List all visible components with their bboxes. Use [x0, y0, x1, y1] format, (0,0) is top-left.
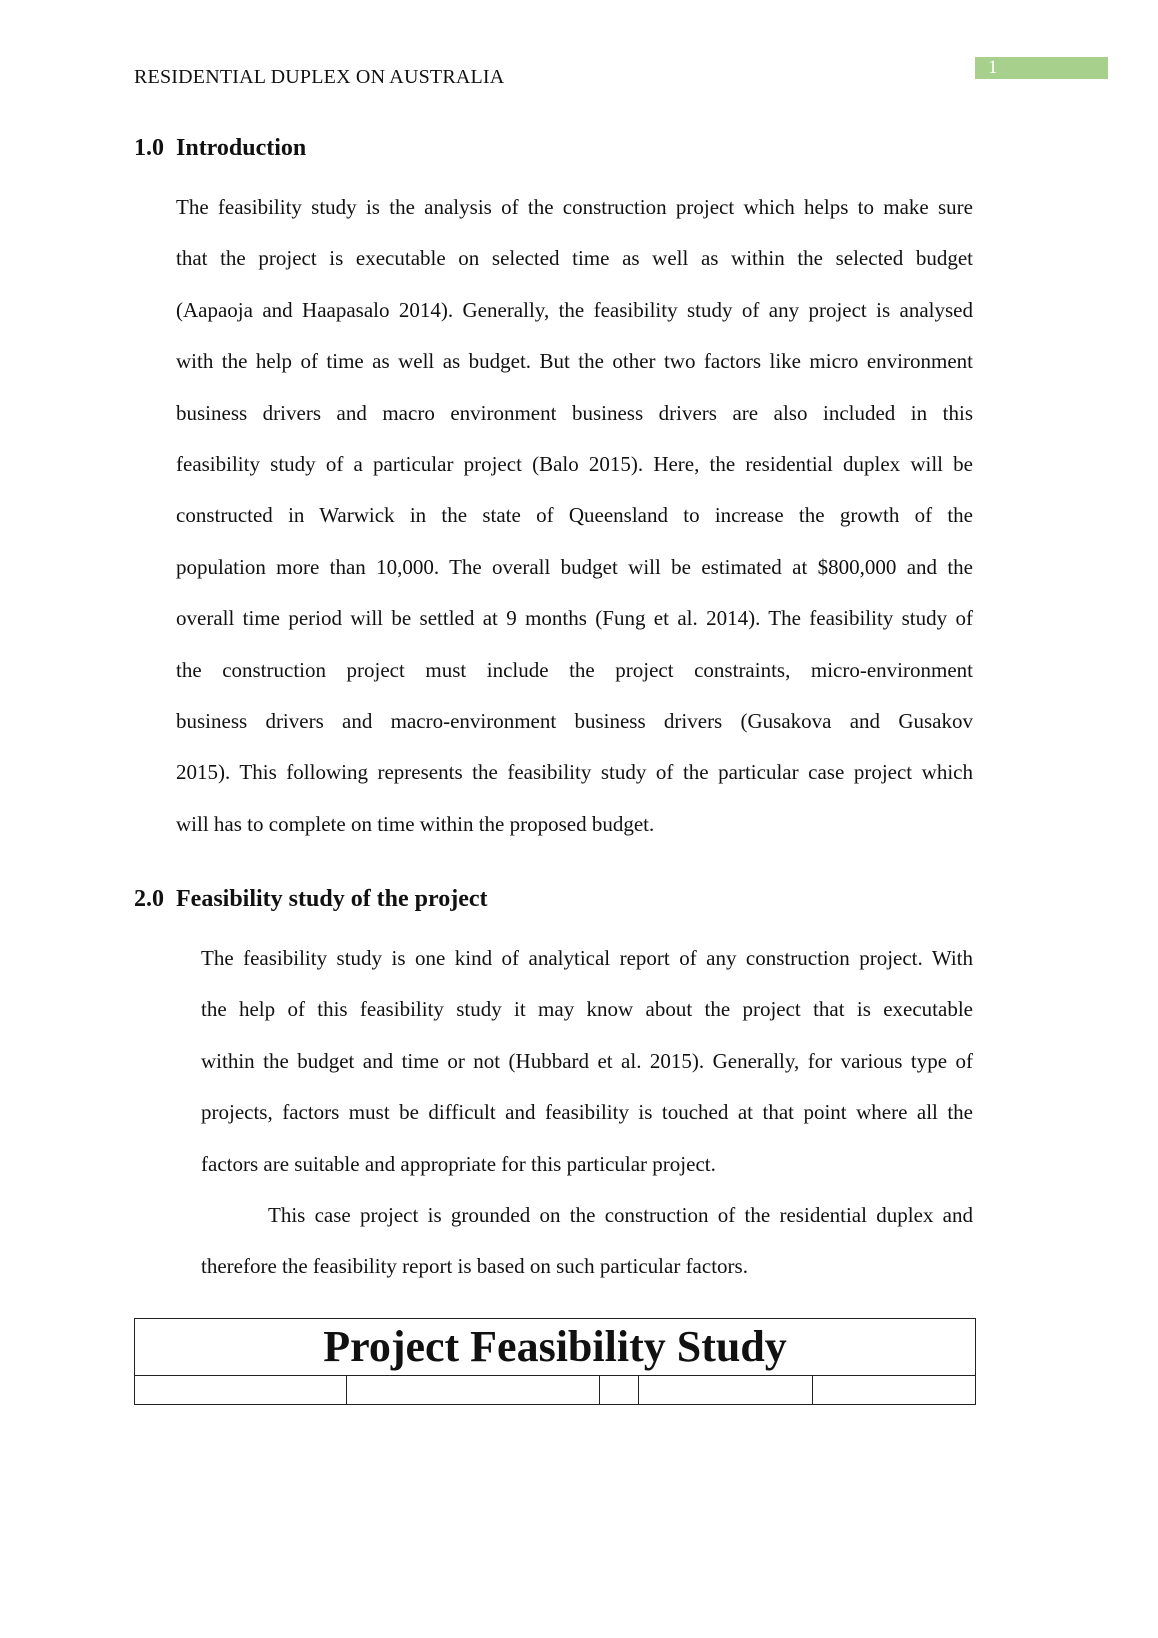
section-number: 1.0: [134, 135, 164, 161]
text-line: business drivers and macro-environment business drivers (Gusakova and Gusakov: [176, 708, 973, 733]
text-line: business drivers and macro environment business drivers are also included in this: [176, 400, 973, 425]
project-feasibility-table: [134, 1318, 976, 1405]
text-line: with the help of time as well as budget. But the other two factors like micro environment: [176, 349, 973, 374]
text-line: therefore the feasibility report is based on such particular factors.: [201, 1254, 748, 1279]
text-line: factors are suitable and appropriate for this particular project.: [201, 1151, 716, 1176]
text-line: (Aapaoja and Haapasalo 2014). Generally, the feasibility study of any project is analysed: [176, 297, 973, 322]
text-line: feasibility study of a particular project (Balo 2015). Here, the residential duplex will be: [176, 451, 973, 476]
running-header: RESIDENTIAL DUPLEX ON AUSTRALIA: [134, 66, 505, 88]
text-line: This case project is grounded on the construction of the residential duplex and: [268, 1202, 973, 1227]
feasibility-paragraph: [201, 946, 973, 1306]
section-heading-feasibility: [134, 886, 488, 913]
text-line: will has to complete on time within the proposed budget.: [176, 811, 655, 836]
text-line: the help of this feasibility study it may know about the project that is executable: [201, 997, 973, 1022]
text-line: population more than 10,000. The overall budget will be estimated at $800,000 and the: [176, 554, 973, 579]
table-title: Project Feasibility Study: [135, 1319, 976, 1376]
text-line: that the project is executable on selected time as well as within the selected budget: [176, 246, 973, 271]
section-number: 2.0: [134, 886, 164, 912]
text-line: overall time period will be settled at 9 months (Fung et al. 2014). The feasibility study of: [176, 606, 973, 631]
text-line: 2015). This following represents the feasibility study of the particular case project which: [176, 760, 973, 785]
introduction-paragraph: [176, 195, 973, 863]
table-cell: [347, 1376, 600, 1405]
table-cell: [135, 1376, 347, 1405]
table-cell: [600, 1376, 639, 1405]
text-line: projects, factors must be difficult and feasibility is touched at that point where all the: [201, 1100, 973, 1125]
section-heading-introduction: [134, 135, 306, 162]
text-line: The feasibility study is the analysis of the construction project which helps to make sure: [176, 195, 973, 219]
text-line: within the budget and time or not (Hubbard et al. 2015). Generally, for various type of: [201, 1048, 973, 1073]
text-line: The feasibility study is one kind of analytical report of any construction project. With: [201, 946, 973, 970]
text-line: the construction project must include the project constraints, micro-environment: [176, 657, 973, 682]
section-title: Feasibility study of the project: [176, 886, 488, 912]
table-cell: [813, 1376, 976, 1405]
text-line: constructed in Warwick in the state of Queensland to increase the growth of the: [176, 503, 973, 528]
table-cell: [639, 1376, 813, 1405]
page-number: 1: [975, 57, 1108, 79]
section-title: Introduction: [176, 135, 307, 161]
